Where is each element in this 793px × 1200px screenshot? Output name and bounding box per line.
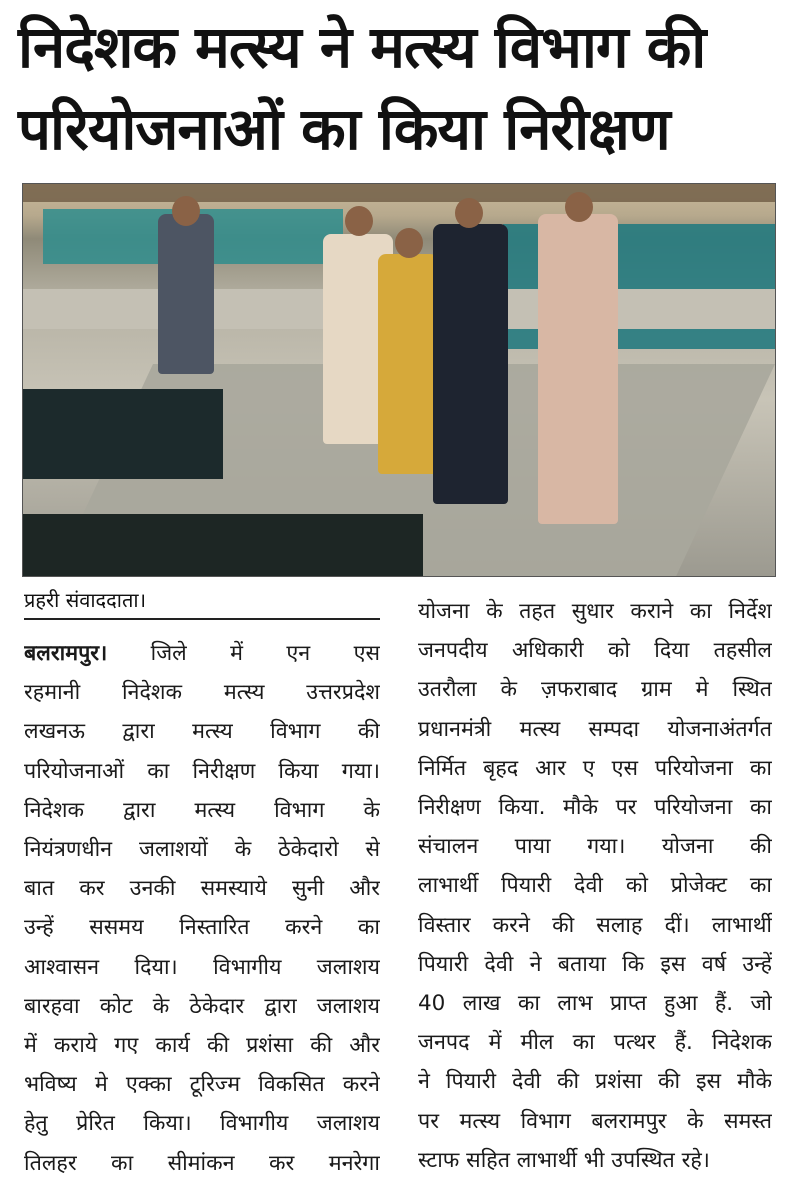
article-line: संचालन पाया गया। योजना की: [418, 834, 772, 860]
article-line: बात कर उनकी समस्याये सुनी और: [24, 876, 380, 902]
article-line: पर मत्स्य विभाग बलरामपुर के समस्त: [418, 1108, 772, 1134]
headline: [18, 6, 778, 170]
byline: प्रहरी संवाददाता।: [24, 588, 147, 612]
article-line: लखनऊ द्वारा मत्स्य विभाग की: [24, 719, 380, 745]
article-line: निर्मित बृहद आर ए एस परियोजना का: [418, 755, 772, 781]
photo-person: [433, 224, 508, 504]
article-line: आश्वासन दिया। विभागीय जलाशय: [24, 954, 380, 980]
photo-roof: [23, 184, 775, 202]
article-line: जनपद में मील का पत्थर हैं. निदेशक: [418, 1030, 772, 1056]
article-line: ने पियारी देवी की प्रशंसा की इस मौके: [418, 1069, 772, 1095]
article-line: जनपदीय अधिकारी को दिया तहसील: [418, 638, 772, 664]
photo-person-head: [395, 228, 423, 258]
article-line: पियारी देवी ने बताया कि इस वर्ष उन्हें: [418, 951, 772, 977]
article-column-left: [24, 634, 380, 1183]
article-line: स्टाफ सहित लाभार्थी भी उपस्थित रहे।: [418, 1147, 710, 1173]
article-line: 40 लाख का लाभ प्राप्त हुआ हैं. जो: [418, 991, 772, 1017]
article-column-right: [418, 592, 772, 1180]
dateline: बलरामपुर।: [24, 641, 108, 666]
photo-person-head: [172, 196, 200, 226]
article-line: योजना के तहत सुधार कराने का निर्देश: [418, 599, 772, 624]
article-line: नियंत्रणधीन जलाशयों के ठेकेदारो से: [24, 837, 380, 863]
article-line: रहमानी निदेशक मत्स्य उत्तरप्रदेश: [24, 680, 380, 706]
photo-person-head: [565, 192, 593, 222]
article-line: बलरामपुर। जिले में एन एस: [24, 641, 380, 666]
photo-person: [158, 214, 214, 374]
article-line: बारहवा कोट के ठेकेदार द्वारा जलाशय: [24, 993, 380, 1019]
headline-line-2: परियोजनाओं का किया निरीक्षण: [18, 95, 670, 163]
photo-person-head: [345, 206, 373, 236]
article-line: विस्तार करने की सलाह दीं। लाभार्थी: [418, 912, 772, 938]
article-line: निदेशक द्वारा मत्स्य विभाग के: [24, 797, 380, 823]
article-line: में कराये गए कार्य की प्रशंसा की और: [24, 1033, 380, 1059]
article-line: तिलहर का सीमांकन कर मनरेगा: [24, 1150, 380, 1176]
photo-person: [538, 214, 618, 524]
news-photo: [22, 183, 776, 577]
photo-water-tank-lower: [23, 514, 423, 576]
article-line: हेतु प्रेरित किया। विभागीय जलाशय: [24, 1111, 380, 1137]
article-line: प्रधानमंत्री मत्स्य सम्पदा योजनाअंतर्गत: [418, 716, 772, 742]
photo-person: [378, 254, 438, 474]
headline-line-1: निदेशक मत्स्य ने मत्स्य विभाग की: [18, 13, 706, 81]
article-line: लाभार्थी पियारी देवी को प्रोजेक्ट का: [418, 873, 772, 899]
article-line: उतरौला के ज़फराबाद ग्राम मे स्थित: [418, 677, 772, 703]
article-line: निरीक्षण किया. मौके पर परियोजना का: [418, 795, 772, 821]
article-line: भविष्य मे एक्का टूरिज्म विकसित करने: [24, 1072, 380, 1098]
photo-person-head: [455, 198, 483, 228]
photo-water-tank: [23, 389, 223, 479]
article-line: परियोजनाओं का निरीक्षण किया गया।: [24, 758, 380, 784]
byline-rule: [24, 618, 380, 620]
article-line: उन्हें ससमय निस्तारित करने का: [24, 915, 380, 941]
